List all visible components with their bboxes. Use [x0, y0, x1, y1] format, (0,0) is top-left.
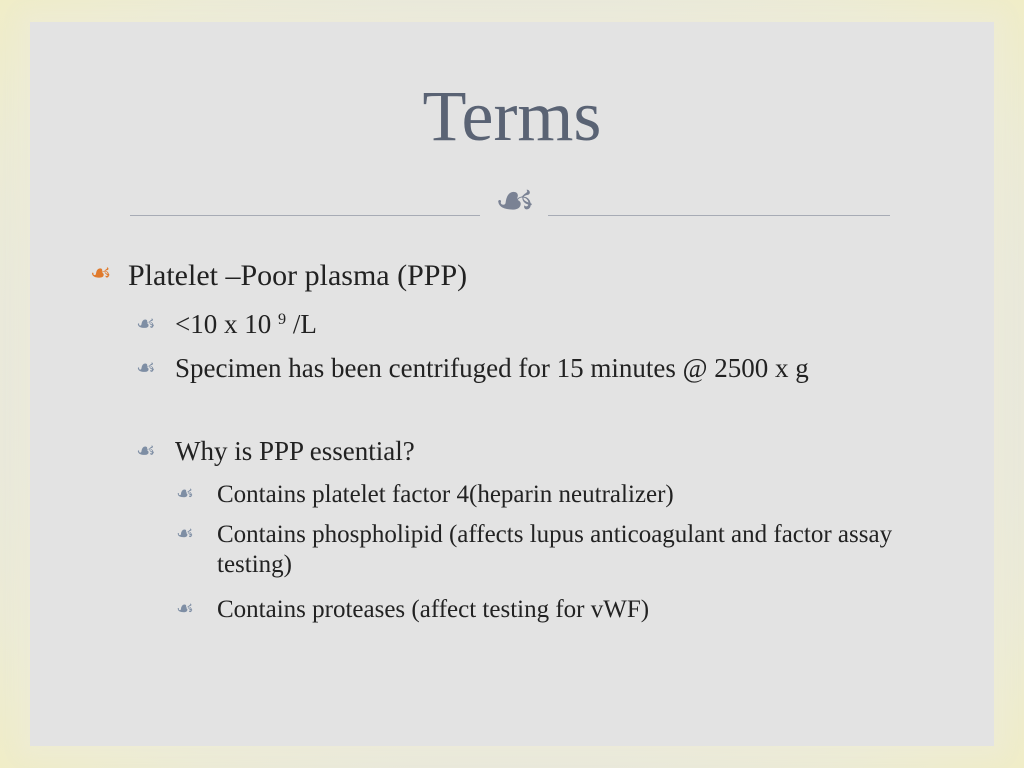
list-item-text: Platelet –Poor plasma (PPP) [128, 259, 468, 292]
fleuron-bullet-icon: ☙ [176, 483, 194, 505]
list-item-proteases [176, 595, 936, 625]
list-item-text: Contains phospholipid (affects lupus anticoagulant and factor assay testing) [217, 521, 893, 578]
list-item-phospholipid [176, 520, 936, 579]
slide-title: Terms [422, 76, 602, 156]
fleuron-bullet-icon: ☙ [136, 438, 156, 463]
list-item-text: <10 x 10 $^9$ /L [175, 309, 317, 339]
list-item-text: Specimen has been centrifuged for 15 minutes @ 2500 x g [175, 353, 809, 383]
fleuron-bullet-icon: ☙ [176, 598, 194, 620]
list-item-text: Contains platelet factor 4(heparin neutralizer) [217, 481, 674, 508]
fleuron-bullet-icon: ☙ [136, 311, 156, 336]
list-item-text: Contains proteases (affect testing for vWF) [217, 596, 650, 623]
fleuron-ornament-icon: ☙ [494, 175, 536, 226]
fleuron-bullet-icon: ☙ [176, 523, 194, 545]
list-item-ppp [90, 258, 910, 293]
list-item-platelet-count [136, 309, 926, 341]
list-item-text: Why is PPP essential? [175, 436, 415, 466]
list-item-why-ppp [136, 436, 926, 468]
fleuron-bullet-icon: ☙ [136, 355, 156, 380]
fleuron-bullet-icon: ☙ [90, 261, 112, 287]
superscript-exponent: 9 [277, 310, 287, 329]
list-item-centrifuged [136, 353, 926, 385]
list-item-platelet-factor [176, 480, 936, 510]
